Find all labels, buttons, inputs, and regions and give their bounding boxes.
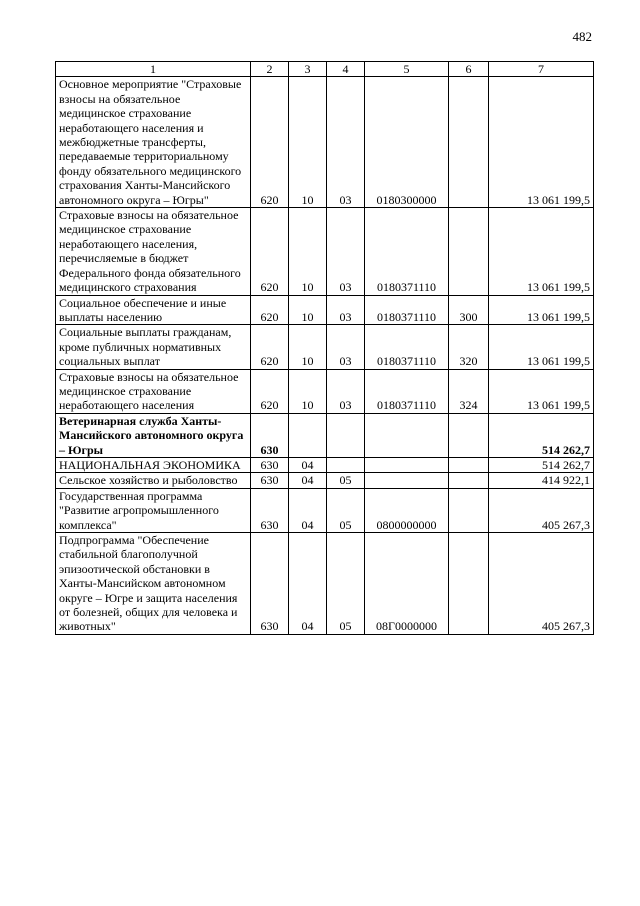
sum-cell: 13 061 199,5 xyxy=(489,325,594,369)
subsection-cell xyxy=(327,457,365,472)
column-header: 2 xyxy=(251,62,289,77)
target-article-cell: 0180371110 xyxy=(365,295,449,325)
expense-type-cell: 324 xyxy=(449,369,489,413)
code-cell: 630 xyxy=(251,413,289,457)
target-article-cell: 0180371110 xyxy=(365,208,449,295)
expense-type-cell xyxy=(449,488,489,532)
code-cell: 620 xyxy=(251,77,289,208)
expense-type-cell xyxy=(449,413,489,457)
table-header-row xyxy=(56,62,594,77)
expense-type-cell xyxy=(449,473,489,488)
row-name-cell: Страховые взносы на обязательное медицинское страхование неработающего населения, перечисляемые в бюджет Федерального фонда обязательного медицинского страхования xyxy=(56,208,251,295)
table-row xyxy=(56,413,594,457)
target-article-cell: 0180300000 xyxy=(365,77,449,208)
column-header: 7 xyxy=(489,62,594,77)
sum-cell: 514 262,7 xyxy=(489,413,594,457)
column-header: 3 xyxy=(289,62,327,77)
code-cell: 620 xyxy=(251,369,289,413)
sum-cell: 13 061 199,5 xyxy=(489,208,594,295)
code-cell: 620 xyxy=(251,295,289,325)
target-article-cell xyxy=(365,413,449,457)
row-name-cell: Страховые взносы на обязательное медицинское страхование неработающего населения xyxy=(56,369,251,413)
subsection-cell: 03 xyxy=(327,77,365,208)
page-number: 482 xyxy=(572,29,592,44)
row-name-cell: Подпрограмма "Обеспечение стабильной благополучной эпизоотической обстановки в Ханты-Мансийском автономном округе – Югре и защита населения от болезней, общих для человека и животных" xyxy=(56,533,251,635)
code-cell: 620 xyxy=(251,208,289,295)
sum-cell: 414 922,1 xyxy=(489,473,594,488)
expense-type-cell xyxy=(449,77,489,208)
subsection-cell: 03 xyxy=(327,369,365,413)
code-cell: 630 xyxy=(251,488,289,532)
sum-cell: 514 262,7 xyxy=(489,457,594,472)
section-cell: 04 xyxy=(289,457,327,472)
section-cell: 10 xyxy=(289,369,327,413)
expense-type-cell xyxy=(449,533,489,635)
subsection-cell: 03 xyxy=(327,325,365,369)
table-body xyxy=(56,77,594,634)
row-name-cell: Сельское хозяйство и рыболовство xyxy=(56,473,251,488)
target-article-cell: 08Г0000000 xyxy=(365,533,449,635)
subsection-cell: 05 xyxy=(327,473,365,488)
subsection-cell: 03 xyxy=(327,208,365,295)
target-article-cell xyxy=(365,457,449,472)
sum-cell: 405 267,3 xyxy=(489,533,594,635)
subsection-cell xyxy=(327,413,365,457)
column-header: 5 xyxy=(365,62,449,77)
subsection-cell: 05 xyxy=(327,533,365,635)
subsection-cell: 05 xyxy=(327,488,365,532)
section-cell: 10 xyxy=(289,295,327,325)
column-header: 1 xyxy=(56,62,251,77)
table-row xyxy=(56,77,594,208)
table-row xyxy=(56,295,594,325)
section-cell: 10 xyxy=(289,77,327,208)
table-row xyxy=(56,533,594,635)
row-name-cell: НАЦИОНАЛЬНАЯ ЭКОНОМИКА xyxy=(56,457,251,472)
table-row xyxy=(56,457,594,472)
subsection-cell: 03 xyxy=(327,295,365,325)
target-article-cell: 0180371110 xyxy=(365,325,449,369)
sum-cell: 13 061 199,5 xyxy=(489,369,594,413)
row-name-cell: Государственная программа "Развитие агропромышленного комплекса" xyxy=(56,488,251,532)
section-cell xyxy=(289,413,327,457)
expense-type-cell xyxy=(449,457,489,472)
sum-cell: 405 267,3 xyxy=(489,488,594,532)
section-cell: 04 xyxy=(289,533,327,635)
target-article-cell: 0180371110 xyxy=(365,369,449,413)
target-article-cell xyxy=(365,473,449,488)
row-name-cell: Основное мероприятие "Страховые взносы на обязательное медицинское страхование неработающего населения и межбюджетные трансферты, передаваемые территориальному фонду обязательного медицинского страхования Ханты-Мансийского автономного округа – Югры" xyxy=(56,77,251,208)
code-cell: 620 xyxy=(251,325,289,369)
section-cell: 10 xyxy=(289,325,327,369)
code-cell: 630 xyxy=(251,457,289,472)
section-cell: 10 xyxy=(289,208,327,295)
budget-table xyxy=(55,61,594,635)
table-row xyxy=(56,473,594,488)
row-name-cell: Социальные выплаты гражданам, кроме публичных нормативных социальных выплат xyxy=(56,325,251,369)
table-row xyxy=(56,369,594,413)
column-header: 6 xyxy=(449,62,489,77)
table-row xyxy=(56,325,594,369)
table-row xyxy=(56,208,594,295)
code-cell: 630 xyxy=(251,473,289,488)
row-name-cell: Ветеринарная служба Ханты-Мансийского автономного округа – Югры xyxy=(56,413,251,457)
target-article-cell: 0800000000 xyxy=(365,488,449,532)
expense-type-cell: 320 xyxy=(449,325,489,369)
expense-type-cell: 300 xyxy=(449,295,489,325)
sum-cell: 13 061 199,5 xyxy=(489,77,594,208)
section-cell: 04 xyxy=(289,488,327,532)
section-cell: 04 xyxy=(289,473,327,488)
expense-type-cell xyxy=(449,208,489,295)
row-name-cell: Социальное обеспечение и иные выплаты населению xyxy=(56,295,251,325)
column-header: 4 xyxy=(327,62,365,77)
code-cell: 630 xyxy=(251,533,289,635)
sum-cell: 13 061 199,5 xyxy=(489,295,594,325)
table-row xyxy=(56,488,594,532)
